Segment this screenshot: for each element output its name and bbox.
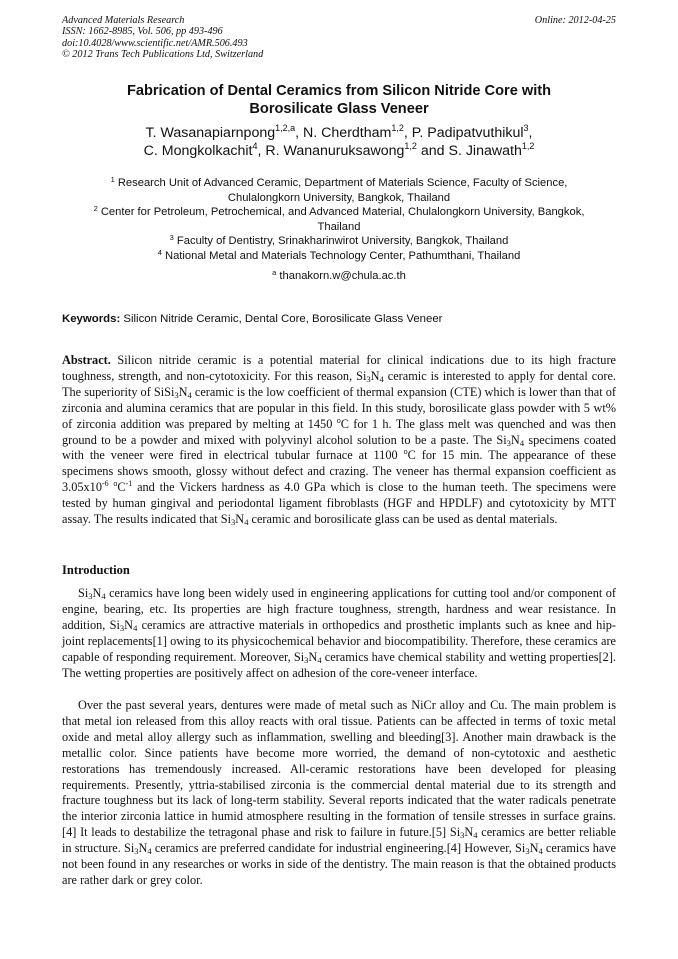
abstract-text: C (117, 480, 126, 495)
subscript: 4 (133, 622, 138, 633)
author-affil-mark: 1,2 (391, 123, 404, 133)
corresponding-email (62, 270, 616, 282)
subscript: 3 (460, 830, 465, 841)
affil-text: Faculty of Dentistry, Srinakharinwirot University, Bangkok, Thailand (173, 235, 509, 248)
issn-line: ISSN: 1662-8985, Vol. 506, pp 493-496 (62, 26, 223, 38)
author-name: T. Wasanapiarnpong (145, 125, 276, 141)
subscript: 4 (101, 591, 106, 601)
subscript: 3 (231, 517, 236, 528)
exponent: -6 (101, 479, 109, 489)
paragraph-text: Over the past several years, dentures were made of metal such as NiCr alloy and Cu. The main problem is that metal ion released from this alloy reacts with oral tissue. Patients can be affected in terms of toxic metal oxide and metal alloy allergy such as inflammation, swelling and bleeding[3]. Another main drawback is the metallic color. Since patients have become more worried, the demand of non-cytotoxic and aesthetic restorations has tremendously increased. All-ceramic restorations have been developed for pleasing requirements. Presently, yttria-stabilised zirconia is the commercial dental material due to its strength and fracture toughness but its lack of long-term stability. Several reports indicated that the water radicals penetrate the interior zirconia lattice in humid atmosphere resulting in the formation of tensile stresses in surface grains.[4] It leads to destabilize the tetragonal phase and risk to failure in future.[5] Si (62, 698, 616, 840)
chem-symbol: N (92, 586, 102, 600)
subscript: 3 (506, 437, 511, 448)
chem-symbol: N (510, 432, 520, 447)
affiliation-1 (62, 176, 616, 205)
chem-symbol: N (138, 841, 148, 856)
author-separator: , (528, 125, 533, 141)
chem-symbol: N (464, 825, 474, 840)
subscript: 3 (525, 846, 530, 857)
keywords-text: Silicon Nitride Ceramic, Dental Core, Borosilicate Glass Veneer (120, 313, 443, 325)
affil-text: National Metal and Materials Technology Center, Pathumthani, Thailand (161, 249, 521, 262)
subscript: 4 (244, 517, 249, 528)
affil-mark: 4 (157, 247, 162, 257)
author-affil-mark: 3 (523, 123, 529, 133)
email-address: thanakorn.w@chula.ac.th (276, 270, 406, 282)
paragraph-text: ceramics are better reliable in structure. Si (62, 825, 616, 856)
affiliation-3 (62, 234, 616, 249)
paragraph-text: ceramics have long been widely used in engineering applications for cutting tool and/or component of engine, bearing, etc. Its properties are high fracture toughness, strength, hardness and wear resistance. In addition, Si (62, 586, 616, 632)
subscript: 4 (379, 373, 384, 384)
author-line-2 (62, 142, 616, 160)
affil-mark: 2 (93, 204, 98, 214)
subscript: 3 (88, 591, 93, 601)
affil-text: Chulalongkorn University, Bangkok, Thailand (227, 191, 451, 204)
affil-mark: 3 (169, 233, 174, 243)
email-mark: a (272, 268, 277, 277)
title-line-2: Borosilicate Glass Veneer (249, 101, 429, 117)
affil-text: Research Unit of Advanced Ceramic, Department of Materials Science, Faculty of Science, (114, 177, 568, 189)
chem-symbol: N (308, 649, 318, 664)
abstract-label: Abstract. (62, 353, 111, 367)
chem-symbol: Si (78, 586, 89, 600)
chem-symbol: Si (164, 384, 175, 399)
paragraph-text: ceramics have not been found in any researches or works in side of the dentistry. The main reason is that the obtained products are rather dark or grey color. (62, 841, 616, 887)
affil-text: Center for Petroleum, Petrochemical, and Advanced Material, Chulalongkorn University, Bangkok, (97, 206, 585, 219)
author-name: , N. Cherdtham (295, 125, 392, 141)
intro-paragraph-1 (62, 586, 616, 681)
subscript: 4 (147, 846, 152, 857)
abstract-text: C for 1 h. The glass melt was quenched and was then ground to be a powder and mixed with polyvinyl alcohol solution to be a paste. The Si (62, 416, 616, 447)
subscript: 3 (366, 373, 371, 384)
affiliation-4 (62, 249, 616, 264)
affiliation-2 (62, 205, 616, 234)
intro-paragraph-2 (62, 698, 616, 889)
author-affil-mark: 1,2 (404, 141, 417, 151)
degree-mark: o (403, 447, 408, 457)
affiliation-list (62, 176, 616, 264)
chem-symbol: N (235, 512, 245, 527)
chem-symbol: N (370, 368, 380, 383)
author-line-1 (62, 124, 616, 142)
author-name: , R. Wananuruksawong (257, 143, 405, 159)
copyright-line: © 2012 Trans Tech Publications Ltd, Switzerland (62, 49, 264, 61)
abstract-text: ceramic is interested to apply for dental core. The superiority of Si (62, 368, 616, 399)
abstract-text: specimens coated with the veneer were fired in electrical tubular furnace at 1100 (62, 432, 616, 463)
abstract-text: C for 15 min. The appearance of these specimens shows smooth, glossy without defect and crazing. The veneer has thermal expansion coefficient as 3.05x10 (62, 448, 616, 495)
paragraph-text: ceramics are preferred candidate for industrial engineering.[4] However, Si (151, 841, 526, 856)
chem-symbol: N (178, 384, 188, 399)
running-header (62, 15, 616, 61)
author-affil-mark: 4 (252, 141, 258, 151)
author-affil-mark: 1,2,a (275, 123, 296, 133)
doi-line: doi:10.4028/www.scientific.net/AMR.506.493 (62, 37, 248, 49)
keywords (62, 313, 616, 325)
online-date: Online: 2012-04-25 (534, 15, 616, 26)
abstract-text: and the Vickers hardness as 4.0 GPa which is close to the human teeth. The specimens were tested by human gingival and periodontal ligament fibroblasts (HGF and HPDLF) and cytotoxicity by MTT assay. The results indicated that Si (62, 480, 616, 527)
affil-mark: 1 (110, 175, 115, 184)
title-line-1: Fabrication of Dental Ceramics from Silicon Nitride Core with (126, 83, 552, 99)
author-list (62, 124, 616, 160)
subscript: 3 (134, 846, 139, 857)
subscript: 3 (119, 622, 125, 633)
subscript: 4 (187, 389, 192, 400)
author-name: , P. Padipatvuthikul (403, 125, 524, 141)
paper-title (62, 82, 616, 118)
keywords-label: Keywords: (62, 313, 121, 325)
abstract-text: Silicon nitride ceramic is a potential material for clinical indications due to its high fracture toughness, strength, and non-cytotoxicity. For this reason, Si (62, 353, 616, 383)
subscript: 3 (304, 654, 309, 665)
degree-mark: o (113, 479, 118, 489)
section-heading-introduction: Introduction (62, 563, 130, 577)
degree-mark: o (336, 415, 341, 425)
chem-symbol: N (124, 617, 134, 632)
author-name: and S. Jinawath (416, 143, 522, 159)
affil-text: Thailand (317, 220, 361, 233)
subscript: 4 (317, 654, 322, 665)
author-affil-mark: 1,2 (521, 141, 535, 151)
exponent: -1 (125, 479, 133, 489)
chem-symbol: N (529, 841, 539, 856)
paragraph-text: ceramics are attractive materials in orthopedics and prosthetic implants such as knee and hip-joint replacements[1] owing to its physicochemical behavior and biocompatibility. Therefore, these ceramics are capable of responding requirement. Moreover, Si (62, 617, 616, 664)
subscript: 3 (174, 389, 179, 400)
abstract (62, 353, 616, 528)
abstract-text: ceramic is the low coefficient of thermal expansion (CTE) which is lower than that of zirconia and alumina ceramics that are popular in this field. In this study, borosilicate glass powder with 5 wt% of zirconia addition was prepared by melting at 1450 (62, 384, 616, 431)
subscript: 4 (473, 830, 478, 841)
abstract-text: ceramic and borosilicate glass can be used as dental materials. (248, 512, 558, 527)
subscript: 4 (519, 437, 525, 448)
subscript: 4 (538, 846, 543, 857)
journal-name: Advanced Materials Research (62, 15, 185, 26)
author-name: C. Mongkolkachit (143, 143, 253, 159)
paragraph-text: ceramics have chemical stability and wetting properties[2]. The wetting properties are positively affect on adhesion of the core-veneer interface. (62, 649, 616, 680)
